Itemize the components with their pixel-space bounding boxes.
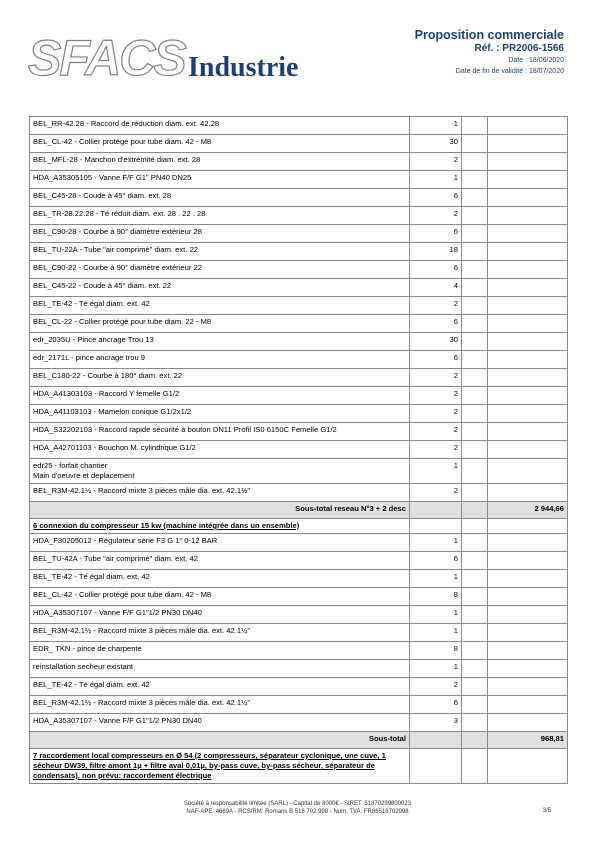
item-empty-cell — [462, 135, 488, 153]
table-row — [30, 117, 568, 135]
section-empty-cell — [462, 749, 488, 784]
item-empty-cell — [462, 297, 488, 315]
item-designation: HDA_A35307107 - Vanne F/F G1"1/2 PN30 DN40 — [30, 714, 410, 732]
item-designation: BEL_C45-28 - Coude à 45° diam. ext. 28 — [30, 189, 410, 207]
item-quantity: 2 — [410, 678, 462, 696]
item-empty-cell — [488, 171, 568, 189]
section-empty-cell — [488, 519, 568, 534]
subtotal-amount: 968,81 — [488, 732, 568, 749]
item-designation: BEL_C90-22 - Courbe à 90° diamètre extérieur 22 — [30, 261, 410, 279]
item-empty-cell — [462, 423, 488, 441]
item-quantity: 1 — [410, 624, 462, 642]
item-empty-cell — [462, 351, 488, 369]
item-empty-cell — [462, 261, 488, 279]
item-empty-cell — [488, 297, 568, 315]
table-row — [30, 135, 568, 153]
item-empty-cell — [488, 441, 568, 459]
item-empty-cell — [462, 642, 488, 660]
item-designation: BEL_C180-22 - Courbe à 180° diam. ext. 22 — [30, 369, 410, 387]
item-quantity: 1 — [410, 660, 462, 678]
item-designation: BEL_C45-22 - Coude à 45° diam. ext. 22 — [30, 279, 410, 297]
company-logo — [28, 30, 328, 90]
item-empty-cell — [462, 387, 488, 405]
table-row — [30, 484, 568, 502]
item-designation: edr_2171L - pince ancrage trou 9 — [30, 351, 410, 369]
table-row — [30, 642, 568, 660]
subtotal-empty-cell — [410, 502, 462, 519]
table-row — [30, 534, 568, 552]
section-empty-cell — [462, 519, 488, 534]
document-header — [415, 28, 564, 77]
item-empty-cell — [462, 678, 488, 696]
item-empty-cell — [488, 261, 568, 279]
table-row — [30, 441, 568, 459]
item-designation: BEL_TU-42A - Tube "air comprimé" diam. ext. 42 — [30, 552, 410, 570]
item-empty-cell — [462, 552, 488, 570]
table-row — [30, 660, 568, 678]
item-empty-cell — [462, 660, 488, 678]
item-designation: BEL_TE-42 - Té égal diam. ext. 42 — [30, 297, 410, 315]
item-empty-cell — [488, 642, 568, 660]
item-quantity: 30 — [410, 135, 462, 153]
item-designation: edr25 - forfait chantier Main d'oeuvre et deplacement — [30, 459, 410, 484]
item-quantity: 1 — [410, 570, 462, 588]
item-empty-cell — [462, 696, 488, 714]
table-row — [30, 606, 568, 624]
item-empty-cell — [462, 243, 488, 261]
item-quantity: 8 — [410, 588, 462, 606]
table-row — [30, 171, 568, 189]
item-quantity: 2 — [410, 423, 462, 441]
table-row — [30, 369, 568, 387]
section-heading: 6 connexion du compresseur 15 kw (machine intégrée dans un ensemble) — [30, 519, 410, 534]
footer-company-info: Société à responsabilité limitée (SARL) - Capital de 8000€ - SIRET: 51870299800023 — [183, 801, 412, 807]
table-row — [30, 153, 568, 171]
item-designation: HDA_F30205012 - Régulateur série F3 G 1" 0-12 BAR — [30, 534, 410, 552]
table-row — [30, 387, 568, 405]
item-designation: HDA_S32202103 - Raccord rapide sécurité à bouton DN11 Profil IS0 6150C Femelle G1/2 — [30, 423, 410, 441]
item-empty-cell — [488, 135, 568, 153]
table-row — [30, 624, 568, 642]
item-designation: BEL_TR-28.22.28 - Té réduit diam. ext. 28 . 22 . 28 — [30, 207, 410, 225]
section-heading-row — [30, 749, 568, 784]
table-row — [30, 279, 568, 297]
table-row — [30, 333, 568, 351]
item-empty-cell — [488, 552, 568, 570]
item-empty-cell — [462, 333, 488, 351]
subtotal-empty-cell — [410, 732, 462, 749]
subtotal-empty-cell — [462, 732, 488, 749]
item-empty-cell — [462, 207, 488, 225]
item-empty-cell — [462, 225, 488, 243]
item-empty-cell — [488, 459, 568, 484]
item-empty-cell — [488, 189, 568, 207]
item-empty-cell — [462, 315, 488, 333]
item-quantity: 30 — [410, 333, 462, 351]
subtotal-label: Sous-total — [30, 732, 410, 749]
item-empty-cell — [488, 225, 568, 243]
item-quantity: 1 — [410, 459, 462, 484]
item-empty-cell — [488, 153, 568, 171]
table-row — [30, 315, 568, 333]
quote-table — [29, 116, 568, 784]
document-title: Proposition commerciale — [414, 28, 564, 42]
document-reference: Réf. : PR2006-1566 — [474, 43, 564, 54]
table-row — [30, 225, 568, 243]
item-empty-cell — [488, 624, 568, 642]
section-empty-cell — [410, 519, 462, 534]
item-empty-cell — [462, 570, 488, 588]
item-empty-cell — [488, 714, 568, 732]
item-quantity: 1 — [410, 606, 462, 624]
item-empty-cell — [488, 207, 568, 225]
item-empty-cell — [488, 369, 568, 387]
table-row — [30, 189, 568, 207]
item-designation: BEL_CL-42 - Collier protégé pour tube diam. 42 - M8 — [30, 135, 410, 153]
item-empty-cell — [488, 570, 568, 588]
table-row — [30, 696, 568, 714]
item-designation: BEL_TE-42 - Té égal diam. ext. 42 — [30, 678, 410, 696]
item-empty-cell — [462, 714, 488, 732]
section-empty-cell — [410, 749, 462, 784]
item-quantity: 4 — [410, 279, 462, 297]
item-designation: BEL_R3M-42.1½ - Raccord mixte 3 pièces mâle dia. ext. 42.1½" — [30, 484, 410, 502]
logo-sub-text: Industrie — [188, 52, 299, 83]
table-row — [30, 588, 568, 606]
item-quantity: 1 — [410, 534, 462, 552]
table-row — [30, 423, 568, 441]
item-designation: HDA_A41103103 - Mamelon conique G1/2x1/2 — [30, 405, 410, 423]
subtotal-row — [30, 502, 568, 519]
table-row — [30, 678, 568, 696]
item-quantity: 6 — [410, 315, 462, 333]
item-empty-cell — [462, 484, 488, 502]
item-empty-cell — [488, 678, 568, 696]
table-row — [30, 714, 568, 732]
item-empty-cell — [462, 405, 488, 423]
table-row — [30, 261, 568, 279]
item-empty-cell — [462, 189, 488, 207]
item-empty-cell — [488, 423, 568, 441]
table-row — [30, 405, 568, 423]
item-designation: HDA_A35307107 - Vanne F/F G1"1/2 PN30 DN40 — [30, 606, 410, 624]
item-designation: HDA_A41303103 - Raccord Y femelle G1/2 — [30, 387, 410, 405]
item-designation: BEL_CL-42 - Collier protégé pour tube diam. 42 - M8 — [30, 588, 410, 606]
item-empty-cell — [488, 534, 568, 552]
item-quantity: 3 — [410, 714, 462, 732]
item-empty-cell — [462, 606, 488, 624]
item-designation: reinstallation secheur existant — [30, 660, 410, 678]
item-quantity: 1 — [410, 117, 462, 135]
item-designation: HDA_A42701103 - Bouchon M. cylindrique G1/2 — [30, 441, 410, 459]
item-designation: BEL_RR-42.28 - Raccord de réduction diam. ext. 42.28 — [30, 117, 410, 135]
item-designation: edr_2035U - Pince ancrage Trou 13 — [30, 333, 410, 351]
item-quantity: 6 — [410, 225, 462, 243]
item-quantity: 6 — [410, 552, 462, 570]
subtotal-row — [30, 732, 568, 749]
item-quantity: 2 — [410, 387, 462, 405]
item-quantity: 2 — [410, 369, 462, 387]
section-heading: 7 raccordement local compresseurs en Ø 54 (2 compresseurs, séparateur cyclonique, une cuve, 1 sécheur DW39, filtre amont 1µ + filtre aval 0,01µ, by-pass cuve, by-pass sécheur, séparateur de condensats), non prévu: raccordement électrique — [30, 749, 410, 784]
item-empty-cell — [488, 588, 568, 606]
item-designation: BEL_C90-28 - Courbe à 90° diamètre extérieur 28 — [30, 225, 410, 243]
item-designation: HDA_A35305105 - Vanne F/F G1" PN40 DN25 — [30, 171, 410, 189]
item-quantity: 8 — [410, 642, 462, 660]
document-validity-date: Date de fin de validité : 18/07/2020 — [455, 68, 564, 75]
item-quantity: 18 — [410, 243, 462, 261]
item-designation: BEL_TU-22A - Tube "air comprimé" diam. ext. 22 — [30, 243, 410, 261]
section-heading-row — [30, 519, 568, 534]
footer — [0, 800, 595, 816]
page-number: 3/5 — [542, 808, 551, 814]
item-empty-cell — [462, 369, 488, 387]
item-designation: BEL_TE-42 - Té égal diam. ext. 42 — [30, 570, 410, 588]
item-empty-cell — [462, 279, 488, 297]
item-empty-cell — [462, 624, 488, 642]
item-designation: BEL_CL-22 - Collier protégé pour tube diam. 22 - M8 — [30, 315, 410, 333]
table-row — [30, 297, 568, 315]
subtotal-empty-cell — [462, 502, 488, 519]
item-empty-cell — [488, 606, 568, 624]
item-empty-cell — [488, 387, 568, 405]
item-quantity: 1 — [410, 171, 462, 189]
item-quantity: 6 — [410, 189, 462, 207]
table-row — [30, 243, 568, 261]
table-row — [30, 570, 568, 588]
item-quantity: 6 — [410, 351, 462, 369]
item-empty-cell — [462, 153, 488, 171]
item-quantity: 2 — [410, 153, 462, 171]
item-empty-cell — [462, 588, 488, 606]
item-empty-cell — [488, 117, 568, 135]
item-empty-cell — [488, 405, 568, 423]
item-quantity: 2 — [410, 207, 462, 225]
item-empty-cell — [488, 333, 568, 351]
item-quantity: 2 — [410, 441, 462, 459]
item-empty-cell — [488, 315, 568, 333]
item-empty-cell — [462, 459, 488, 484]
table-row — [30, 351, 568, 369]
item-empty-cell — [462, 171, 488, 189]
item-designation: BEL_R3M-42.1½ - Raccord mixte 3 pièces mâle dia. ext. 42.1½" — [30, 624, 410, 642]
item-designation: EDR_ TKN - pince de charpente — [30, 642, 410, 660]
table-row — [30, 552, 568, 570]
section-empty-cell — [488, 749, 568, 784]
item-empty-cell — [488, 660, 568, 678]
footer-registration-info: NAF-APE: 4669A - RCS/RM: Romans B 518 702 998 - Num. TVA: FR86518702998 — [186, 809, 409, 815]
item-empty-cell — [488, 351, 568, 369]
subtotal-amount: 2 944,66 — [488, 502, 568, 519]
item-quantity: 2 — [410, 405, 462, 423]
item-empty-cell — [462, 534, 488, 552]
item-empty-cell — [462, 441, 488, 459]
item-quantity: 6 — [410, 261, 462, 279]
subtotal-label: Sous-total reseau N°3 + 2 desc — [30, 502, 410, 519]
item-quantity: 6 — [410, 696, 462, 714]
document-date: Date : 18/06/2020 — [508, 57, 564, 64]
item-designation: BEL_R3M-42.1½ - Raccord mixte 3 pièces mâle dia. ext. 42.1½" — [30, 696, 410, 714]
item-designation: BEL_MFL-28 - Manchon d'extrémité diam. ext. 28 — [30, 153, 410, 171]
table-row — [30, 207, 568, 225]
item-empty-cell — [488, 484, 568, 502]
item-empty-cell — [488, 696, 568, 714]
item-empty-cell — [488, 243, 568, 261]
logo-main-text: SFACS — [28, 30, 185, 86]
item-empty-cell — [462, 117, 488, 135]
table-row — [30, 459, 568, 484]
item-quantity: 2 — [410, 297, 462, 315]
item-empty-cell — [488, 279, 568, 297]
item-quantity: 2 — [410, 484, 462, 502]
